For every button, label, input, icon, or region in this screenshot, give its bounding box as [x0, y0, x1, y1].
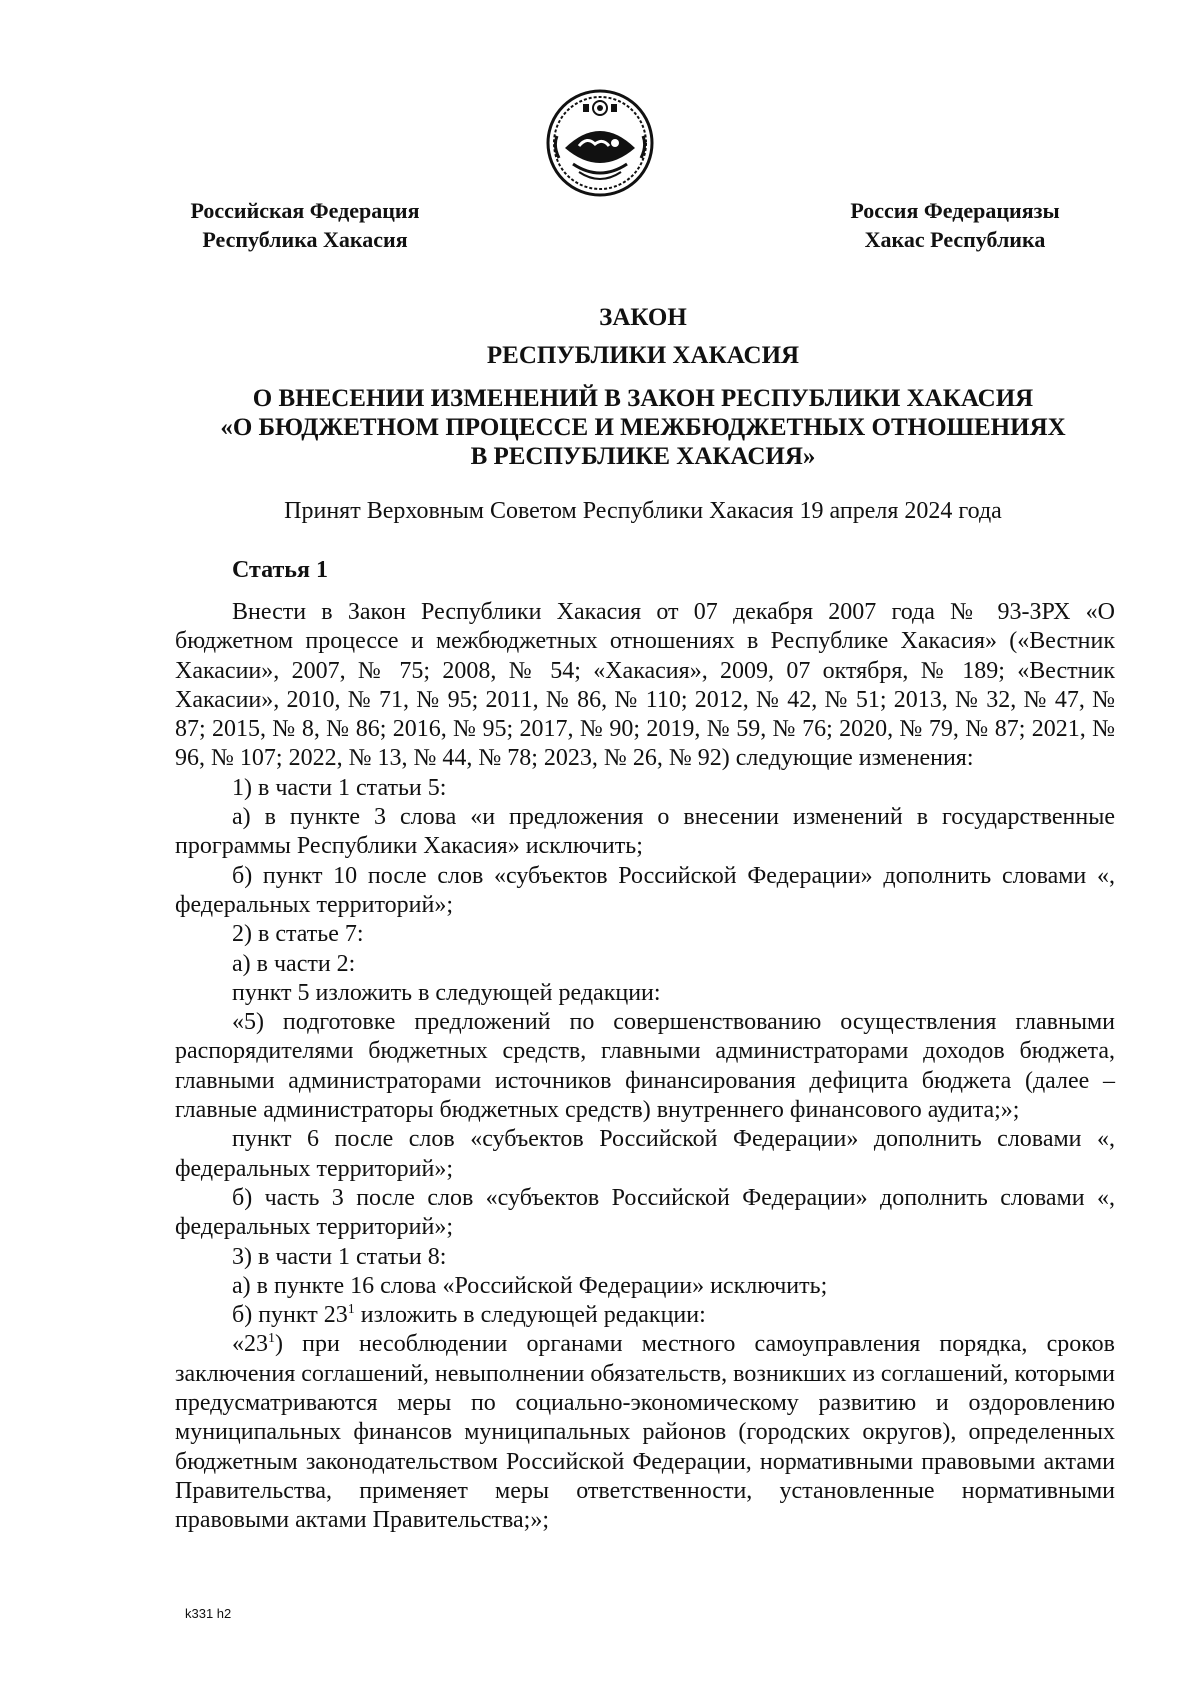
paragraph: а) в части 2: [232, 950, 356, 977]
republic-title: РЕСПУБЛИКИ ХАКАСИЯ [486, 342, 800, 369]
paragraph: Внести в Закон Республики Хакасия от 07 декабря 2007 года № 93-ЗРХ «О бюджетном процессе и межбюджетных отношениях в Республике Хакасия» («Вестник Хакасии», 2007, № 75; 2008, № 54; «Хакасия», 2009, 07 октября, № 189; «Вестник Хакасии», 2010, № 71, № 95; 2011, № 86, № 110; 2012, № 42, № 51; 2013, № 32, № 47, № 87; 2015, № 8, № 86; 2016, № 95; 2017, № 90; 2019, № 59, № 76; 2020, № 79, № 87; 2021, № 96, № 107; 2022, № 13, № 44, № 78; 2023, № 26, № 92) следующие изменения: [175, 599, 1115, 772]
paragraph [175, 1330, 1115, 1535]
paragraph: 1) в части 1 статьи 5: [232, 774, 447, 801]
header-right-line1: Россия Федерациязы [850, 198, 1060, 223]
footer-code: k331 h2 [185, 1606, 232, 1621]
superscript: 1 [268, 1331, 275, 1347]
law-subject-title [160, 384, 1126, 471]
header-russian [160, 196, 450, 254]
header-left-line2: Республика Хакасия [202, 227, 408, 252]
doc-type-title: ЗАКОН [599, 304, 687, 331]
paragraph: 2) в статье 7: [232, 921, 364, 948]
paragraph: пункт 6 после слов «субъектов Российской Федерации» дополнить словами «, федеральных территорий»; [175, 1126, 1115, 1182]
paragraph [175, 1301, 1115, 1330]
paragraph: б) часть 3 после слов «субъектов Российской Федерации» дополнить словами «, федеральных территорий»; [175, 1184, 1115, 1241]
paragraph: «5) подготовке предложений по совершенствованию осуществления главными распорядителями бюджетных средств, главными администраторами доходов бюджета, главными администраторами источников финансирования дефицита бюджета (далее – главные администраторы бюджетных средств) внутреннего финансового аудита;»; [175, 1009, 1115, 1124]
paragraph-text: ) при несоблюдении органами местного самоуправления порядка, сроков заключения соглашений, невыполнении обязательств, возникших из соглашений, которыми предусматриваются меры по социально-экономическому развитию и оздоровлению муниципальных финансов муниципальных районов (городских округов), определенных бюджетным законодательством Российской Федерации, нормативными правовыми актами Правительства, применяет меры ответственности, установленные нормативными правовыми актами Правительства;»; [175, 1331, 1115, 1534]
subject-line2: «О БЮДЖЕТНОМ ПРОЦЕССЕ И МЕЖБЮДЖЕТНЫХ ОТНОШЕНИЯХ [220, 414, 1066, 441]
paragraph: а) в пункте 3 слова «и предложения о внесении изменений в государственные программы Республики Хакасия» исключить; [175, 804, 1115, 860]
adoption-line: Принят Верховным Советом Республики Хакасия 19 апреля 2024 года [284, 498, 1002, 524]
paragraph-text: «23 [232, 1331, 268, 1358]
subject-line3: В РЕСПУБЛИКЕ ХАКАСИЯ» [470, 443, 816, 470]
paragraph-text: б) пункт 23 [232, 1302, 348, 1329]
superscript: 1 [347, 1302, 355, 1318]
header-left-line1: Российская Федерация [190, 198, 420, 223]
paragraph: а) в пункте 16 слова «Российской Федерации» исключить; [232, 1272, 828, 1299]
article-body [175, 598, 1115, 1536]
paragraph: 3) в части 1 статьи 8: [232, 1243, 447, 1270]
emblem-icon [543, 86, 657, 200]
paragraph-text: изложить в следующей редакции: [354, 1302, 706, 1329]
coat-of-arms-emblem [543, 86, 657, 200]
header-khakas [830, 196, 1080, 254]
article-heading: Статья 1 [232, 557, 328, 583]
subject-line1: О ВНЕСЕНИИ ИЗМЕНЕНИЙ В ЗАКОН РЕСПУБЛИКИ ХАКАСИЯ [252, 385, 1034, 412]
paragraph: пункт 5 изложить в следующей редакции: [232, 979, 661, 1006]
header-right-line2: Хакас Республика [864, 227, 1046, 252]
paragraph: б) пункт 10 после слов «субъектов Российской Федерации» дополнить словами «, федеральных территорий»; [175, 862, 1115, 918]
